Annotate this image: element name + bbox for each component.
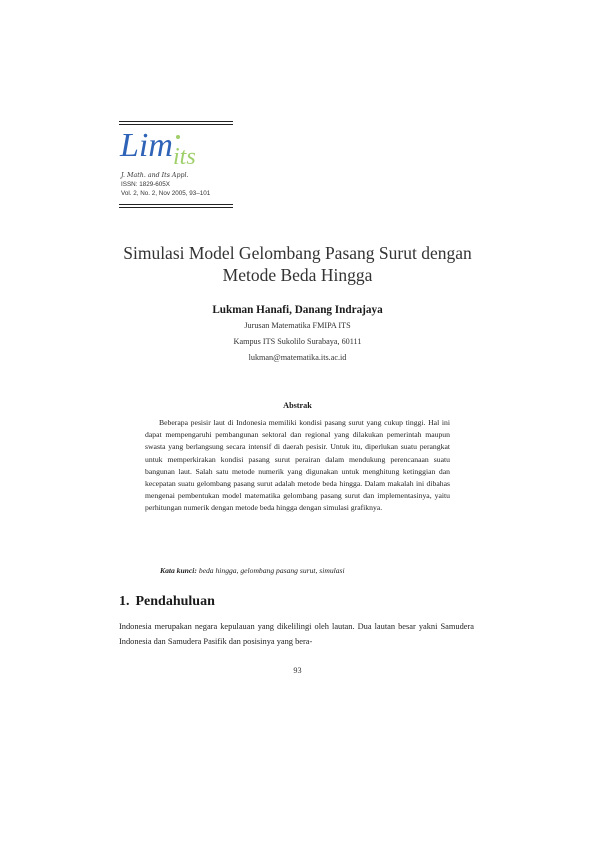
header-rule-top-1	[119, 121, 233, 122]
section-title: Pendahuluan	[135, 594, 215, 609]
page-number: 93	[293, 666, 302, 675]
paper-title-line-2: Metode Beda Hingga	[222, 265, 373, 285]
logo-text-lim: Lim	[120, 127, 173, 164]
journal-volume: Vol. 2, No. 2, Nov 2005, 93–101	[121, 190, 211, 197]
keywords-value: beda hingga, gelombang pasang surut, simulasi	[198, 566, 345, 575]
abstract-text: Beberapa pesisir laut di Indonesia memiliki kondisi pasang surut yang cukup tinggi. Hal ini dapat mempengaruhi pembangunan sektoral dan regional yang dilakukan pemerintah maupun swasta yang berlangsung secara intensif di daerah pesisir. Untuk itu, diperlukan suatu perangkat untuk memperkirakan kondisi pasang surut perairan dalam mendukung perencanaan suatu bangunan laut. Salah satu metode numerik yang digunakan untuk menghitung ketinggian dan kecepatan suatu gelombang pasang surut adalah metode beda hingga. Dalam makalah ini dibahas mengenai pembentukan model matematika gelombang pasang surut dan implementasinya, yaitu perhitungan numerik dengan metode beda hingga dengan simulasi grafiknya.	[145, 418, 450, 513]
section-number: 1.	[119, 594, 130, 609]
paper-title	[100, 242, 495, 286]
keywords	[160, 566, 450, 575]
section-text: Indonesia merupakan negara kepulauan yang dikelilingi oleh lautan. Dua lautan besar yakni Samudera Indonesia dan Samudera Pasifik dan posisinya yang bera-	[119, 622, 474, 646]
keywords-label: Kata kunci:	[160, 566, 197, 575]
author-address: Kampus ITS Sukolilo Surabaya, 60111	[233, 337, 362, 346]
abstract-heading: Abstrak	[283, 401, 312, 410]
logo-dot	[176, 135, 180, 139]
author-affiliation: Jurusan Matematika FMIPA ITS	[244, 321, 351, 330]
paper-authors: Lukman Hanafi, Danang Indrajaya	[212, 304, 383, 316]
paper-title-line-1: Simulasi Model Gelombang Pasang Surut dengan	[123, 243, 472, 263]
journal-name: J. Math. and Its Appl.	[121, 172, 189, 179]
journal-issn: ISSN: 1829-605X	[121, 181, 171, 188]
logo-text-its: its	[173, 144, 196, 170]
journal-logo	[118, 124, 218, 170]
header-rule-bottom-1	[119, 204, 233, 205]
header-rule-bottom-2	[119, 207, 233, 208]
section-heading	[119, 594, 215, 610]
author-email: lukman@matematika.its.ac.id	[248, 353, 347, 362]
